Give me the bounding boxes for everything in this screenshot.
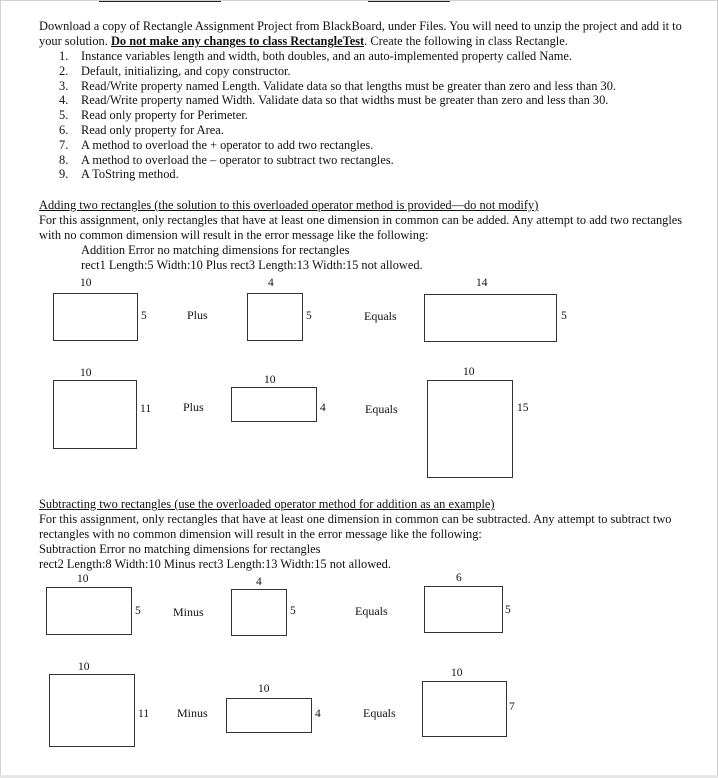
adding-error-line1: Addition Error no matching dimensions for rectangles	[81, 243, 350, 257]
subtracting-description: For this assignment, only rectangles that have at least one dimension in common can be subtracted. Any attempt to subtract two rectangles with no common dimension will result in the error message like the following:	[39, 512, 672, 541]
add2-rect2	[231, 387, 317, 422]
list-item: 6. Read only property for Area.	[59, 122, 224, 137]
sub1-rect3-side-label: 5	[505, 604, 511, 616]
header-rule-left	[99, 1, 221, 2]
subtracting-heading: Subtracting two rectangles (use the overloaded operator method for addition as an example)	[39, 497, 495, 511]
list-item: 8. A method to overload the – operator to subtract two rectangles.	[59, 152, 394, 167]
sub2-minus-label: Minus	[177, 706, 208, 720]
sub2-rect3	[422, 681, 507, 737]
adding-heading: Adding two rectangles (the solution to this overloaded operator method is provided—do not modify)	[39, 198, 539, 212]
add1-rect1	[53, 293, 138, 341]
list-item: 1. Instance variables length and width, both doubles, and an auto-implemented property called Name.	[59, 49, 572, 63]
sub1-rect1-top-label: 10	[77, 573, 89, 585]
subtracting-section	[39, 497, 689, 572]
adding-error-line2: rect1 Length:5 Width:10 Plus rect3 Length:13 Width:15 not allowed.	[81, 258, 423, 272]
sub1-rect2-top-label: 4	[256, 576, 262, 588]
sub1-rect3	[424, 586, 503, 633]
list-item: 5. Read only property for Perimeter.	[59, 108, 248, 123]
add2-plus-label: Plus	[183, 400, 204, 414]
no-changes-warning: Do not make any changes to class RectangleTest	[110, 34, 365, 48]
list-item: 2. Default, initializing, and copy constructor.	[59, 63, 291, 78]
sub2-rect3-top-label: 10	[451, 667, 463, 679]
sub1-rect1	[46, 587, 132, 635]
sub1-rect1-side-label: 5	[135, 605, 141, 617]
add1-equals-label: Equals	[364, 309, 397, 323]
add1-rect1-top-label: 10	[80, 277, 92, 289]
list-item: 7. A method to overload the + operator to add two rectangles.	[59, 137, 374, 152]
add2-rect1	[53, 380, 137, 449]
add2-rect3	[427, 380, 513, 478]
sub2-rect1-side-label: 11	[138, 708, 150, 720]
intro-section	[39, 19, 689, 182]
subtracting-error-line2: rect2 Length:8 Width:10 Minus rect3 Length:13 Width:15 not allowed.	[39, 557, 391, 571]
list-item: 9. A ToString method.	[59, 167, 179, 182]
subtracting-error-line1: Subtraction Error no matching dimensions for rectangles	[39, 542, 321, 556]
sub2-rect1-top-label: 10	[78, 661, 90, 673]
adding-section	[39, 198, 689, 273]
add2-equals-label: Equals	[365, 402, 398, 416]
add2-rect2-side-label: 4	[320, 402, 326, 414]
sub1-equals-label: Equals	[355, 604, 388, 618]
sub2-rect2-top-label: 10	[258, 683, 270, 695]
adding-description: For this assignment, only rectangles that have at least one dimension in common can be added. Any attempt to add two rectangles with no common dimension will result in the error message like the following:	[39, 213, 683, 242]
intro-paragraph: Download a copy of Rectangle Assignment Project from BlackBoard, under Files. You will need to unzip the project and add it to your solution. Do not make any changes to class RectangleTest. Create the following in class Rectangle.	[39, 19, 682, 48]
add1-plus-label: Plus	[187, 308, 208, 322]
add1-rect3-side-label: 5	[561, 310, 567, 322]
sub2-rect2-side-label: 4	[315, 708, 321, 720]
sub1-rect3-top-label: 6	[456, 572, 462, 584]
add1-rect3	[424, 294, 557, 342]
add2-rect2-top-label: 10	[264, 374, 276, 386]
sub1-rect2-side-label: 5	[290, 605, 296, 617]
add2-rect3-side-label: 15	[517, 402, 529, 414]
header-rule-right	[368, 1, 450, 2]
list-item: 3. Read/Write property named Length. Validate data so that lengths must be greater than zero and less than 30.	[59, 78, 616, 93]
sub1-rect2	[231, 589, 287, 636]
add2-rect3-top-label: 10	[463, 366, 475, 378]
requirements-list	[39, 49, 689, 182]
add1-rect2-side-label: 5	[306, 310, 312, 322]
list-item: 4. Read/Write property named Width. Validate data so that widths must be greater than zero and less than 30.	[59, 93, 609, 108]
sub2-rect3-side-label: 7	[509, 701, 515, 713]
add1-rect1-side-label: 5	[141, 310, 147, 322]
add1-rect2-top-label: 4	[268, 277, 274, 289]
add2-rect1-top-label: 10	[80, 367, 92, 379]
sub2-equals-label: Equals	[363, 706, 396, 720]
sub2-rect1	[49, 674, 135, 747]
add1-rect3-top-label: 14	[476, 277, 488, 289]
sub1-minus-label: Minus	[173, 605, 204, 619]
add1-rect2	[247, 293, 303, 341]
sub2-rect2	[226, 698, 312, 733]
add2-rect1-side-label: 11	[140, 403, 152, 415]
